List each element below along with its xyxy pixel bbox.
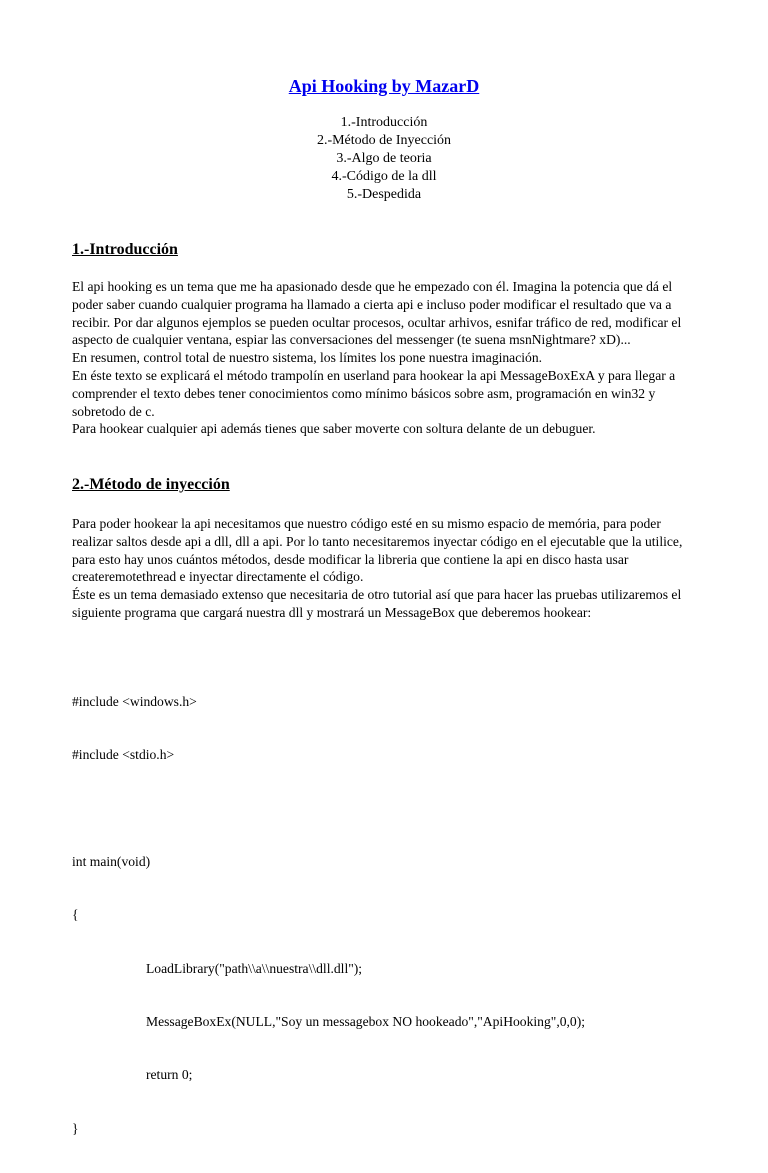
toc-item: 1.-Introducción: [340, 115, 428, 130]
code-line: return 0;: [146, 1067, 193, 1083]
toc-item: 4.-Código de la dll: [331, 169, 437, 184]
toc-item: 2.-Método de Inyección: [316, 133, 452, 148]
section-body-metodo-inyeccion: [72, 515, 700, 622]
code-line: [72, 799, 700, 817]
paragraph: Para poder hookear la api necesitamos que nuestro código esté en su mismo espacio de memória, para poder realizar saltos desde api a dll, dll a api. Por lo tanto necesitaremos inyectar código en el ejecutable que la utilice, para esto hay unos cuántos métodos, desde modificar la libreria que contiene la api en disco hasta usar createremotethread e inyectar directamente el código.: [72, 516, 683, 585]
section-body-introduccion: [72, 278, 700, 438]
code-line: LoadLibrary("path\\a\\nuestra\\dll.dll");: [146, 960, 363, 976]
toc-item: 3.-Algo de teoria: [336, 151, 432, 166]
document-title-link[interactable]: Api Hooking by MazarD: [288, 76, 480, 96]
paragraph: El api hooking es un tema que me ha apasionado desde que he empezado con él. Imagina la potencia que dá el poder saber cuando cualquier programa ha llamado a cierta api e incluso poder modificar el resultado que va a recibir. Por dar algunos ejemplos se pueden ocultar procesos, ocultar arhivos, esnifar tráfico de red, modificar el aspecto de cualquier ventana, espiar las conversaciones del messenger (te suena msnNightmare? xD)...: [72, 279, 682, 348]
code-line: #include <windows.h>: [72, 693, 197, 709]
section-heading-introduccion: 1.-Introducción: [72, 241, 178, 258]
code-line: #include <stdio.h>: [72, 746, 175, 762]
table-of-contents: [72, 114, 696, 204]
document-page: [72, 0, 700, 1136]
code-line: int main(void): [72, 853, 151, 869]
section-heading-metodo-inyeccion: 2.-Método de inyección: [72, 476, 230, 493]
paragraph: Para hookear cualquier api además tienes que saber moverte con soltura delante de un debuguer.: [72, 421, 596, 437]
toc-item: 5.-Despedida: [346, 187, 422, 202]
paragraph: Éste es un tema demasiado extenso que necesitaria de otro tutorial así que para hacer las pruebas utilizaremos el siguiente programa que cargará nuestra dll y mostrará un MessageBox que deberemos hookear:: [72, 587, 682, 620]
code-line: }: [72, 1120, 79, 1136]
paragraph: En resumen, control total de nuestro sistema, los límites los pone nuestra imaginación.: [72, 350, 543, 366]
code-line: {: [72, 907, 79, 923]
paragraph: En éste texto se explicará el método trampolín en userland para hookear la api MessageBoxExA y para llegar a comprender el texto debes tener conocimientos como mínimo básicos sobre asm, programación en win32 y sobretodo de c.: [72, 367, 676, 419]
code-line: MessageBoxEx(NULL,"Soy un messagebox NO hookeado","ApiHooking",0,0);: [146, 1013, 586, 1029]
code-sample: [72, 657, 700, 1173]
